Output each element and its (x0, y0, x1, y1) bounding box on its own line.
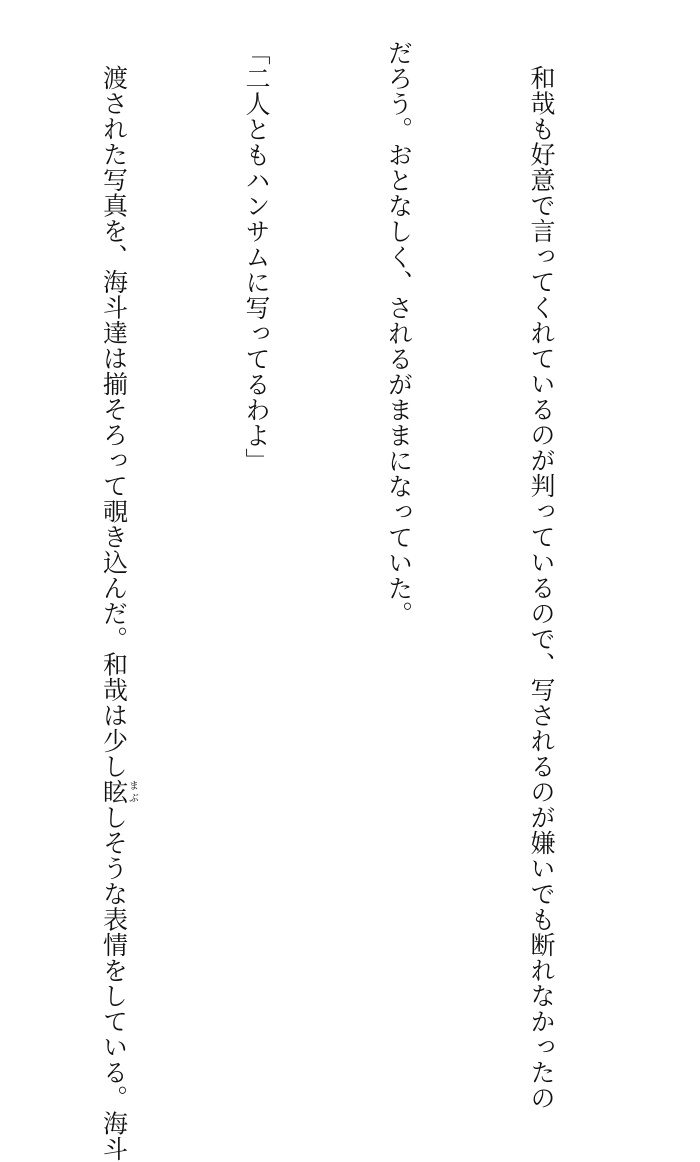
vertical-text-body (0, 40, 660, 1162)
text-line-1: 和哉も好意で言ってくれているのが判っているので、写されるのが嫌いでも断れなかったの (527, 65, 556, 1111)
text-line-2: だろう。おとなしく、されるがままになっていた。 (384, 40, 414, 627)
ruby-annotation: 眩まぶ (99, 779, 138, 805)
ruby-reading: まぶ (126, 779, 138, 805)
text-line-4: 渡された写真を、海斗達は揃そろって覗き込んだ。和哉は少し眩まぶしそうな表情をしている。海斗 (99, 65, 138, 1162)
text-line-3: 「二人ともハンサムに写ってるわよ」 (242, 40, 271, 474)
